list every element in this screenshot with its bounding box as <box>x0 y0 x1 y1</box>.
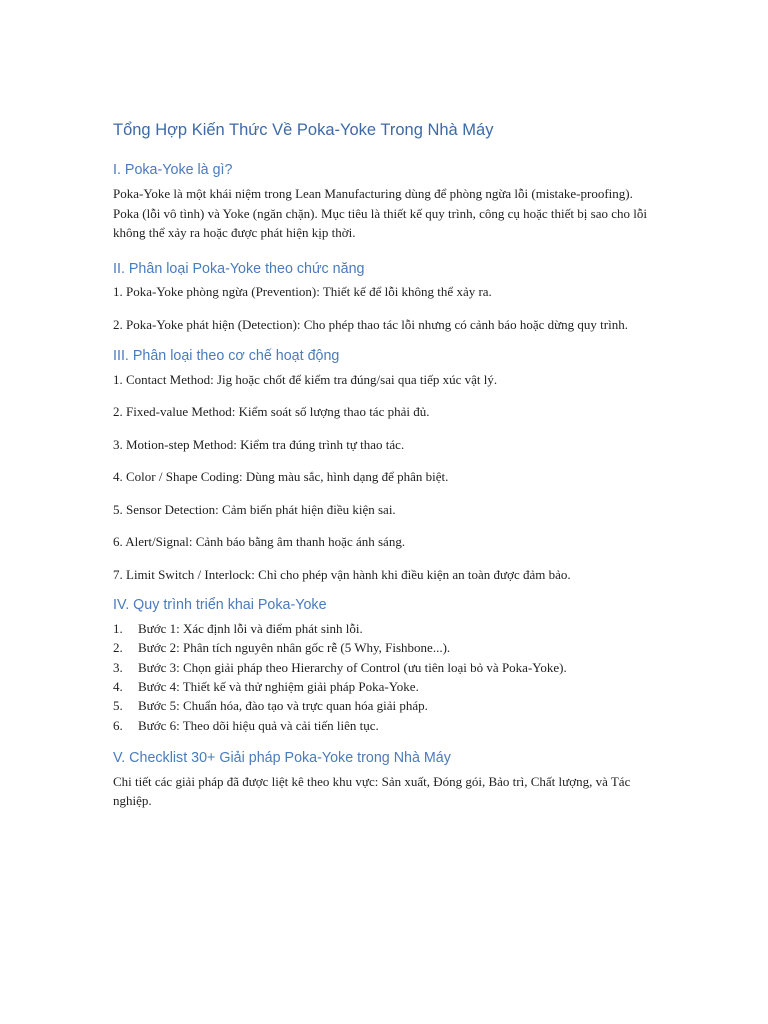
document-page <box>113 120 653 823</box>
list-item: 7. Limit Switch / Interlock: Chỉ cho phép vận hành khi điều kiện an toàn được đảm bảo. <box>113 566 571 582</box>
list-item <box>113 677 653 696</box>
list-number: 2. <box>113 640 123 656</box>
section-classification-by-mechanism <box>113 347 653 584</box>
document-title: Tổng Hợp Kiến Thức Về Poka-Yoke Trong Nhà Máy <box>113 121 494 139</box>
section-heading: III. Phân loại theo cơ chế hoạt động <box>113 348 340 365</box>
list-item-text: Bước 4: Thiết kế và thử nghiệm giải pháp Poka-Yoke. <box>138 678 419 694</box>
list-item <box>113 619 653 638</box>
section-heading: IV. Quy trình triển khai Poka-Yoke <box>113 597 327 614</box>
list-item: 2. Fixed-value Method: Kiểm soát số lượng thao tác phải đủ. <box>113 404 430 420</box>
section-paragraph: Chi tiết các giải pháp đã được liệt kê theo khu vực: Sản xuất, Đóng gói, Bảo trì, Chất lượng, và Tác nghiệp. <box>113 773 631 809</box>
list-item <box>113 658 653 677</box>
section-checklist <box>113 749 653 811</box>
list-item <box>113 716 653 735</box>
list-item <box>113 638 653 657</box>
list-number: 1. <box>113 620 123 636</box>
list-number: 6. <box>113 717 123 733</box>
section-what-is-poka-yoke <box>113 161 653 242</box>
list-item: 4. Color / Shape Coding: Dùng màu sắc, hình dạng để phân biệt. <box>113 469 449 485</box>
section-classification-by-function <box>113 260 653 335</box>
list-item <box>113 696 653 715</box>
section-heading: II. Phân loại Poka-Yoke theo chức năng <box>113 260 365 277</box>
list-number: 4. <box>113 678 123 694</box>
steps-list <box>113 619 653 735</box>
list-item: 1. Contact Method: Jig hoặc chốt để kiểm tra đúng/sai qua tiếp xúc vật lý. <box>113 371 498 387</box>
list-number: 5. <box>113 698 123 714</box>
section-heading: I. Poka-Yoke là gì? <box>113 162 233 179</box>
list-item: 5. Sensor Detection: Cảm biến phát hiện điều kiện sai. <box>113 501 396 517</box>
section-paragraph: Poka-Yoke là một khái niệm trong Lean Manufacturing dùng để phòng ngừa lỗi (mistake-proofing). Poka (lỗi vô tình) và Yoke (ngăn chặn). Mục tiêu là thiết kế quy trình, công cụ hoặc thiết bị sao cho lỗi không thể xảy ra hoặc được phát hiện kịp thời. <box>113 186 647 241</box>
list-item-text: Bước 2: Phân tích nguyên nhân gốc rễ (5 Why, Fishbone...). <box>138 640 451 656</box>
list-item: 6. Alert/Signal: Cảnh báo bằng âm thanh hoặc ánh sáng. <box>113 534 406 550</box>
list-item-text: Bước 1: Xác định lỗi và điểm phát sinh lỗi. <box>138 620 363 636</box>
list-number: 3. <box>113 659 123 675</box>
list-item: 2. Poka-Yoke phát hiện (Detection): Cho phép thao tác lỗi nhưng có cảnh báo hoặc dừng quy trình. <box>113 316 628 332</box>
list-item: 3. Motion-step Method: Kiểm tra đúng trình tự thao tác. <box>113 436 405 452</box>
section-heading: V. Checklist 30+ Giải pháp Poka-Yoke trong Nhà Máy <box>113 750 451 767</box>
list-item-text: Bước 3: Chọn giải pháp theo Hierarchy of Control (ưu tiên loại bỏ và Poka-Yoke). <box>138 659 567 675</box>
section-implementation-process <box>113 596 653 735</box>
list-item-text: Bước 5: Chuẩn hóa, đào tạo và trực quan hóa giải pháp. <box>138 698 428 714</box>
list-item: 1. Poka-Yoke phòng ngừa (Prevention): Thiết kế để lỗi không thể xảy ra. <box>113 284 492 300</box>
list-item-text: Bước 6: Theo dõi hiệu quả và cải tiến liên tục. <box>138 717 379 733</box>
